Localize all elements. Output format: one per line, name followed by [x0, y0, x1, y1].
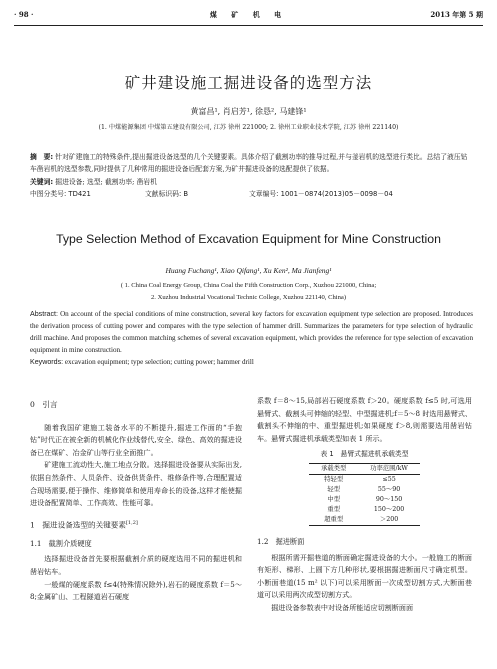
- journal-name: 煤 矿 机 电: [209, 10, 288, 19]
- abstract-cn: [30, 151, 473, 176]
- clc-number: 中图分类号: TD421: [30, 190, 91, 199]
- abstract-en-text: On account of the special conditions of mine construction, several key factors for excavation equipment type selection are proposed. Introduces the derivation process of cutting power and compares with the type selection of hammer drill. Summarizes the parameters for type selection of hydraulic drill machine. And proposes the common matching schemes of several excavation equipment, which provides the reference for type selection of excavation equipment in mine construction.: [30, 310, 473, 354]
- affiliations-cn: (1. 中煤能源集团 中煤第五建设有限公司, 江苏 徐州 221000; 2. 徐州工业职业技术学院, 江苏 徐州 221140): [98, 124, 399, 131]
- affiliation-en-2: 2. Xuzhou Industrial Vocational Technic College, Xuzhou 221140, China): [150, 294, 347, 301]
- paragraph: 根据所需开掘巷道的断面确定掘进设备的大小。一般施工的断面有矩形、梯形、上圆下方几种形状,要根据掘进断面尺寸确定机型。小断面巷道(15 m² 以下)可以采用断面一次成型切割方式,大断面巷道可以采用两次成型切割方式。: [257, 552, 472, 600]
- table-cell: 特轻型: [324, 475, 344, 483]
- table-cell: 55～90: [377, 485, 401, 493]
- table-row: [309, 495, 420, 505]
- keywords-cn-label: 关键词:: [30, 177, 54, 186]
- paragraph: 选择掘进设备首先要根据截割介质的硬度选用不同的掘进机和凿岩钻车。: [30, 554, 242, 577]
- keywords-en: [30, 356, 473, 368]
- section-heading-intro: 0 引言: [30, 400, 58, 409]
- table-header-row: [309, 463, 420, 474]
- paragraph: 一般煤的硬度系数 f≤4(特殊情况除外),岩石的硬度系数 f＝5～8;金属矿山、工程隧道岩石硬度: [30, 579, 242, 602]
- abstract-en: [30, 308, 473, 356]
- paper-title-en: Type Selection Method of Excavation Equipment for Mine Construction: [56, 232, 441, 246]
- table-cell: ＞200: [358, 515, 420, 526]
- keywords-en-text: excavation equipment; type selection; cutting power; hammer drill: [64, 358, 254, 366]
- table-caption: 表 1 悬臂式掘进机承载类型: [320, 450, 409, 459]
- table-cell: 重型: [327, 505, 340, 513]
- table-row: [309, 485, 420, 495]
- table-cell: 超重型: [309, 515, 358, 526]
- table-row: [309, 515, 420, 526]
- table-header-cell: 承载类型: [309, 463, 358, 474]
- issue-label: 2013 年第 5 期: [430, 10, 483, 19]
- table-cell: 90～150: [375, 495, 403, 503]
- article-number: 文章编号: 1001－0874(2013)05－0098－04: [249, 190, 393, 199]
- table-cell: 中型: [327, 495, 340, 503]
- section-heading-1-text: 1 掘进设备选型的关键要素: [30, 520, 126, 530]
- abstract-cn-label: 摘 要:: [30, 153, 54, 161]
- subsection-heading-1-2: 1.2 掘进断面: [257, 536, 305, 546]
- abstract-en-label: Abstract:: [30, 310, 58, 318]
- table-cell: 轻型: [327, 485, 340, 493]
- paragraph: 系数 f＝8～15,局部岩石硬度系数 f＞20。硬度系数 f≤5 时,可选用悬臂式、截割头可伸缩的轻型、中型掘进机;f＝5～8 时选用悬臂式、截割头不伸缩的中、重型掘进机;如果硬度 f＞8,则需要选用凿岩钻车。悬臂式掘进机承载类型如表 1 所示。: [257, 396, 472, 443]
- header-rule: [14, 25, 483, 26]
- keywords-en-label: Keywords:: [30, 358, 64, 366]
- section-heading-1: [30, 517, 242, 532]
- subsection-heading-1-1: 1.1 截割介质硬度: [30, 538, 92, 548]
- authors-en: Huang Fuchang¹, Xiao Qifang¹, Xu Ken², Ma Jianfeng¹: [165, 266, 332, 275]
- keywords-cn-text: 掘进设备; 选型; 截割功率; 凿岩机: [55, 177, 157, 186]
- paper-title-cn: 矿井建设施工掘进设备的选型方法: [124, 74, 373, 92]
- table-row: [309, 505, 420, 515]
- authors-cn: 黄富昌¹, 肖启芳¹, 徐恳², 马建锋¹: [190, 107, 307, 116]
- paragraph: 矿建施工流动性大,施工地点分散。选择掘进设备要从实际出发,依据自然条件、人员条件、设备供货条件、维修条件等,合理配置适合现场需要,便于操作、维修简单和使用寿命长的设备,这样才能使掘进设备配置简单、工作高效、性能可靠。: [30, 460, 242, 508]
- document-code: 文献标识码: B: [145, 190, 189, 199]
- table-header-cell: 功率范围/kW: [358, 463, 420, 474]
- table-cell: ≤55: [382, 475, 396, 483]
- paragraph: 随着我国矿建施工装备水平的不断提升,掘进工作面的“手抱钻”时代正在被全新的机械化作业线替代,安全、绿色、高效的掘进设备已在煤矿、冶金矿山等行业全面推广。: [30, 422, 242, 457]
- abstract-cn-text: 针对矿建施工的特殊条件,提出掘进设备选型的几个关键要素。具体介绍了截割功率的推导过程,并与釜岩机的选型进行类比。总结了液压钻车凿岩机的选型参数,同时提供了几种常用的掘进设备后配套方案,为矿井掘进设备的选配提供了依据。: [30, 153, 468, 174]
- classification-line: [30, 188, 473, 200]
- left-column: [30, 395, 242, 604]
- citation-ref: [1,2]: [125, 519, 138, 526]
- table-row: [309, 474, 420, 485]
- running-header: [14, 10, 483, 22]
- abstract-cn-block: [30, 151, 473, 201]
- load-type-table: [309, 463, 420, 526]
- right-column: [257, 395, 472, 615]
- abstract-en-block: [30, 308, 473, 368]
- affiliation-en-1: ( 1. China Coal Energy Group, China Coal the Fifth Construction Corp., Xuzhou 221000, China;: [120, 282, 377, 289]
- keywords-cn: [30, 176, 473, 188]
- page-number: · 98 ·: [14, 10, 34, 19]
- table-cell: 150～200: [373, 505, 405, 513]
- paragraph: 掘进设备参数表中对设备所能适应切割断面面: [271, 602, 414, 612]
